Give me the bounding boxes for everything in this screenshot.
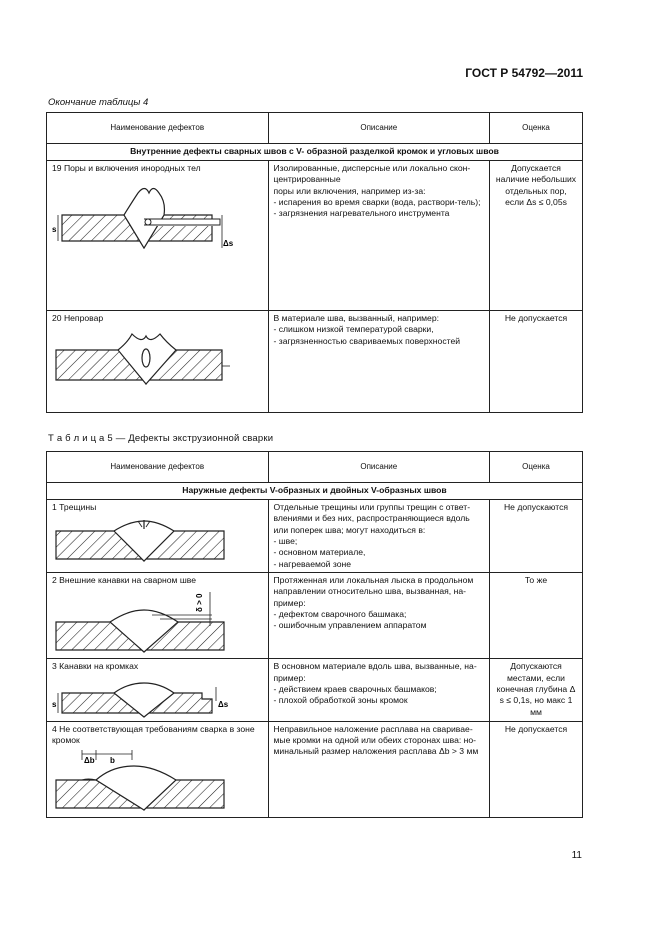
pores-figure (52, 178, 234, 258)
desc-line: - слишком низкой температурой сварки, (273, 324, 434, 335)
ds-label: Δs (218, 699, 229, 709)
desc-line: - действием краев сварочных башмаков; (273, 684, 437, 695)
rating: То же (490, 573, 583, 659)
defect-name: 4 Не соответствующая требованиям сварка в зоне кромок (52, 723, 255, 746)
defect-name: 2 Внешние канавки на сварном шве (52, 575, 196, 586)
table-row (47, 161, 583, 311)
lack-of-fusion-figure (52, 328, 230, 398)
col-defect-name: Наименование дефектов (47, 452, 269, 483)
edge-grooves-figure (52, 677, 230, 719)
defect-name: 1 Трещины (52, 502, 97, 512)
cracks-figure (52, 517, 230, 565)
table4-caption: Окончание таблицы 4 (48, 97, 149, 108)
rating: Допускаются местами, если конечная глубина Δ s ≤ 0,1s, но макс 1 мм (490, 659, 583, 721)
table5-caption: Т а б л и ц а 5 — Дефекты экструзионной сварки (48, 433, 274, 444)
ds-label: Δs (223, 239, 234, 249)
defect-name: 19 Поры и включения инородных тел (52, 163, 201, 173)
desc-line: поры или включения, например из-за: (273, 185, 426, 196)
desc-line: В основном материале вдоль шва, вызванные, на-пример: (273, 661, 477, 683)
table-row (47, 311, 583, 413)
desc-line: Изолированные, дисперсные или локально скон-центрированные (273, 163, 471, 185)
table-row (47, 573, 583, 659)
section-title: Внутренние дефекты сварных швов с V- образной разделкой кромок и угловых швов (47, 144, 583, 161)
col-rating: Оценка (490, 113, 583, 144)
rating: Не допускаются (490, 500, 583, 573)
page-number: 11 (571, 850, 582, 861)
grooves-figure (52, 590, 230, 656)
col-defect-name: Наименование дефектов (47, 113, 269, 144)
col-description: Описание (268, 452, 490, 483)
table4 (46, 112, 583, 413)
section-title: Наружные дефекты V-образных и двойных V-образных швов (47, 483, 583, 500)
table-row (47, 721, 583, 817)
desc-line: - загрязненностью свариваемых поверхностей (273, 335, 461, 346)
s-label: s (52, 225, 57, 235)
desc-line: - плохой обработкой зоны кромок (273, 695, 408, 706)
rating: Допускается наличие небольших отдельных пор, если Δs ≤ 0,05s (490, 161, 583, 311)
table5 (46, 451, 583, 818)
b-label: b (110, 756, 115, 766)
desc-line: - ошибочным управлением аппаратом (273, 620, 427, 631)
desc-line: - основном материале, (273, 547, 366, 558)
col-rating: Оценка (490, 452, 583, 483)
standard-number: ГОСТ Р 54792—2011 (465, 66, 583, 80)
table-row (47, 500, 583, 573)
desc-line: - нагреваемой зоне (273, 558, 352, 569)
desc-line: - загрязнения нагревательного инструмента (273, 208, 450, 219)
db-label: Δb (84, 756, 95, 766)
delta-label: δ > 0 (195, 593, 204, 613)
edge-overlap-figure (52, 750, 230, 812)
desc-line: - дефектом сварочного башмака; (273, 609, 407, 620)
desc-line: Неправильное наложение расплава на сваривае-мые кромки на одной или обеих сторонах шва: но-минальный размер наложения расплава Δb > 3 мм (273, 723, 479, 757)
rating: Не допускается (490, 311, 583, 413)
desc-line: - шве; (273, 536, 298, 547)
rating: Не допускается (490, 721, 583, 817)
s-label: s (52, 699, 57, 709)
desc-line: Протяженная или локальная лыска в продольном направлении относительно шва, вызванная, на-пример: (273, 575, 474, 608)
table-row (47, 659, 583, 721)
desc-line: В материале шва, вызванный, например: (273, 313, 439, 323)
table-header-row (47, 113, 583, 144)
desc-line: - испарения во время сварки (вода, раствори-тель); (273, 197, 481, 208)
desc-line: Отдельные трещины или группы трещин с ответ-влениями и без них, распространяющиеся вдоль или поперек шва; могут находиться в: (273, 502, 471, 535)
defect-name: 20 Непровар (52, 313, 104, 323)
defect-name: 3 Канавки на кромках (52, 661, 139, 672)
col-description: Описание (268, 113, 490, 144)
table-header-row (47, 452, 583, 483)
